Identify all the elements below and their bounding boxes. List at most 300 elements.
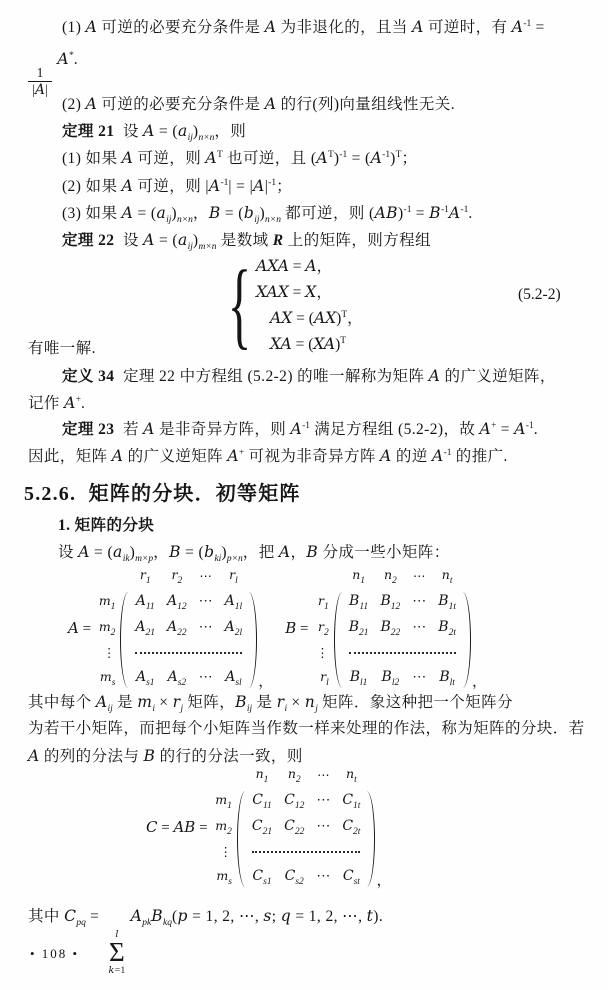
left-paren (334, 592, 343, 688)
text-run: 1 (263, 775, 269, 785)
text-run: B (438, 593, 449, 609)
sum-lower-limit (109, 966, 126, 976)
text-run: r (317, 619, 324, 634)
matrix-cell (278, 764, 310, 788)
matrix-cell (219, 665, 249, 691)
matrix-cell (343, 665, 375, 691)
text-run: 11 (359, 602, 369, 612)
text-run: = ( (347, 150, 371, 167)
text-run: ，把 (242, 544, 279, 561)
matrix-c-display (146, 764, 391, 890)
matrix-cell (366, 764, 375, 788)
text-run: ) (192, 123, 199, 140)
matrix-cell (375, 589, 407, 615)
text-run: B (143, 747, 156, 765)
matrix-cell (129, 589, 161, 615)
matrix-cell (248, 589, 257, 691)
text-run: n (441, 567, 450, 582)
text-run: A (111, 447, 124, 465)
matrix-cell (237, 764, 246, 788)
text-run: 定理 21 (62, 123, 115, 140)
text-run: t (354, 775, 357, 785)
text-run: B (439, 669, 450, 685)
text-run: m (98, 593, 111, 608)
text-run: * (68, 51, 74, 61)
text-run: -1 (525, 421, 534, 431)
matrix-cell: ⋯ (412, 594, 427, 609)
text-run: A (130, 907, 143, 925)
text-run: 2t (353, 827, 361, 837)
text-run: -1 (302, 421, 310, 431)
paragraph-line (62, 147, 417, 172)
text-run: n×n (176, 215, 193, 225)
text-run: = (296, 620, 313, 637)
matrix-cell (432, 589, 462, 615)
text-run: ij (246, 704, 253, 714)
text-run: 1t (448, 602, 456, 612)
text-run: A (167, 593, 178, 609)
text-run: ； (401, 150, 418, 167)
text-run: ij (187, 242, 193, 252)
text-run: T (216, 150, 223, 160)
text-run: A (264, 18, 277, 36)
text-run: 也可逆，且 ( (222, 150, 317, 167)
text-run: = ( (292, 310, 314, 327)
paragraph-line (62, 93, 455, 116)
text-run: XA (270, 335, 292, 353)
matrix-cell: ⋯ (198, 670, 213, 685)
matrix-cell: ⋯ (412, 670, 427, 685)
text-run: 21 (359, 628, 369, 638)
matrix-suffix: ， (376, 873, 392, 889)
text-run: (2) (62, 96, 86, 113)
matrix-cell (215, 788, 237, 814)
text-run: j (315, 704, 318, 714)
matrix-cell (129, 641, 248, 665)
text-run: ) (221, 544, 227, 561)
text-run: 矩阵， (183, 694, 236, 711)
text-run: 其中每个 (28, 694, 96, 711)
matrix-cell: ⋯ (316, 793, 331, 808)
text-run: C (342, 818, 354, 834)
matrix-cell (432, 615, 462, 641)
paragraph-line (28, 718, 585, 740)
matrix-cell (120, 589, 129, 691)
matrix-cell (336, 788, 366, 814)
text-run: C (251, 818, 263, 834)
text-run: 设 (114, 232, 144, 249)
text-run: i (152, 704, 155, 714)
text-run: ， (316, 258, 333, 275)
text-run: ij (187, 133, 193, 143)
text-run: n×n (265, 215, 281, 225)
text-run: × (287, 694, 305, 711)
text-run: s (111, 678, 116, 688)
text-run: s1 (146, 678, 155, 688)
text-run: = (496, 421, 515, 438)
text-run: | (264, 178, 269, 195)
text-run: | (45, 82, 49, 98)
matrix-cell (246, 814, 278, 840)
text-run: A (121, 177, 134, 195)
text-run: n (255, 766, 264, 781)
paragraph-line (62, 202, 473, 227)
text-run: A (28, 747, 40, 765)
text-run: m (215, 792, 228, 807)
text-run: ) (390, 150, 396, 167)
matrix-cell (99, 615, 121, 641)
text-run: s (228, 877, 232, 887)
matrix-cell (246, 864, 278, 890)
text-run: ， (290, 544, 307, 561)
text-run: C (342, 792, 354, 808)
matrix-cell (406, 565, 432, 589)
matrix-cell (462, 589, 471, 691)
text-run: m (216, 868, 229, 883)
text-run: = (411, 205, 430, 222)
text-run: 12 (390, 602, 401, 612)
text-run: . (468, 205, 473, 222)
text-run: 可视为非奇异方阵 (244, 448, 381, 465)
text-run: -1 (440, 205, 449, 215)
matrix-cell (219, 589, 249, 615)
matrix-cell (343, 565, 375, 589)
text-run: T (341, 310, 348, 320)
text-run: 满足方程组 (5.2-2)，故 (310, 421, 480, 438)
text-run: A (225, 669, 236, 685)
matrix-pair-display (68, 565, 487, 691)
text-run: ) (192, 232, 199, 249)
text-run: lt (449, 678, 455, 688)
text-run: ⋯ (413, 569, 426, 583)
text-run: A (167, 669, 178, 685)
text-run: B (169, 543, 181, 561)
matrix-cell (278, 864, 310, 890)
text-run: B (349, 669, 361, 685)
equation-line (256, 253, 363, 279)
text-run: m×p (135, 554, 154, 564)
text-run: ) (171, 205, 177, 222)
text-run: = ( (154, 232, 178, 249)
matrix-row (99, 589, 257, 615)
text-run: A (290, 420, 303, 438)
text-run: 的逆 (391, 448, 432, 465)
text-run: -1 (523, 19, 532, 29)
left-paren (120, 592, 129, 688)
matrix-cell (161, 589, 193, 615)
matrix-cell (248, 565, 257, 589)
summation (109, 930, 126, 977)
text-run: -1 (339, 150, 348, 160)
text-run: ⋮ (316, 646, 329, 660)
text-run: s1 (263, 877, 272, 887)
text-run: m×n (198, 242, 217, 252)
sum-formula (28, 893, 383, 977)
matrix-cell (161, 615, 193, 641)
matrix-cell: ⋯ (316, 869, 331, 884)
text-run: 是数域 (216, 232, 273, 249)
text-run: A (35, 82, 46, 99)
text-run: 2 (392, 576, 397, 586)
text-run: (3) 如果 (62, 205, 122, 222)
text-run: t (366, 907, 374, 925)
text-run: A (205, 149, 217, 167)
text-run: A (143, 420, 155, 438)
text-run: = 1, 2, ⋯, (291, 908, 367, 925)
paragraph-line (28, 445, 508, 470)
text-run: A (167, 619, 178, 635)
matrix-cell (316, 615, 334, 641)
text-run: (2) 如果 (62, 178, 122, 195)
matrix-cell (215, 840, 237, 864)
text-run: 21 (145, 628, 156, 638)
text-run: r (276, 693, 285, 711)
matrix-cell: ⋯ (198, 594, 213, 609)
text-run: AX (270, 309, 293, 327)
text-run: A (428, 367, 441, 385)
text-run: A (78, 543, 90, 561)
matrix-cell (246, 764, 278, 788)
text-run: 为若干小矩阵，而把每个小矩阵当作数一样来处理的作法，称为矩阵的分块．若 (28, 720, 585, 737)
text-run: ， (347, 310, 363, 327)
text-run: B (306, 543, 319, 561)
matrix-col-labels (215, 764, 375, 788)
text-run: 的广义逆矩阵 (123, 448, 228, 465)
text-run: 1 (323, 602, 329, 612)
text-run: ) (336, 310, 342, 327)
text-run: 是非奇异方阵，则 (154, 421, 291, 438)
text-run: B (381, 669, 392, 685)
text-run: r (172, 693, 181, 711)
matrix-cell (278, 814, 310, 840)
matrix-cell (129, 665, 161, 691)
matrix-cell (237, 788, 246, 890)
text-run: B (235, 693, 247, 711)
text-run: 有唯一解. (28, 340, 96, 357)
matrix-cell (336, 814, 366, 840)
equation-number: (5.2-2) (518, 286, 561, 303)
text-run: | = | (228, 178, 254, 195)
text-run: . (81, 395, 86, 412)
text-run: 可逆的必要充分条件是 (97, 19, 265, 36)
text-run: A (224, 593, 235, 609)
text-run: C (284, 818, 295, 834)
text-run: 定理 22 中方程组 (5.2-2) 的唯一解称为矩阵 (114, 368, 429, 385)
text-run: = ( (291, 336, 314, 353)
matrix-row (215, 788, 375, 814)
subsection-title (58, 515, 154, 537)
section-heading: 5.2.6. 矩阵的分块．初等矩阵 (24, 483, 301, 505)
matrix-cell (432, 665, 462, 691)
text-run: A (135, 619, 146, 635)
paragraph-line (28, 338, 96, 360)
text-run: = 1, 2, ⋯, (187, 908, 264, 925)
text-run: 22 (390, 628, 401, 638)
text-run: XA (313, 335, 336, 353)
text-run: n (287, 766, 296, 781)
matrix-cell (99, 589, 121, 615)
text-run: AB (173, 817, 196, 836)
text-run: B (349, 593, 360, 609)
text-run: = ( (89, 544, 114, 561)
text-run: 2t (448, 628, 456, 638)
equation-line (256, 279, 363, 305)
matrix-cell: ⋯ (412, 620, 427, 635)
text-run: . (533, 421, 538, 438)
text-run: pq (76, 918, 86, 928)
text-run: = (288, 284, 306, 301)
text-run: A (278, 543, 291, 561)
text-run: -1 (443, 448, 452, 458)
text-run: A (316, 149, 328, 167)
page-number: • 108 • (30, 946, 80, 961)
text-run: 可逆，则 | (133, 178, 209, 195)
text-run: 2l (234, 628, 243, 638)
text-run: T (340, 336, 347, 346)
matrix-cell (215, 814, 237, 840)
text-run: a (177, 122, 188, 140)
text-run: A (64, 394, 76, 412)
text-run: = (85, 908, 104, 925)
text-run: -1 (268, 178, 277, 188)
text-run: = (531, 19, 545, 36)
text-run: ⋮ (219, 845, 232, 859)
matrix-col-labels (316, 565, 471, 589)
text-run: A (95, 693, 108, 711)
paragraph-line (28, 392, 85, 417)
text-run: C (284, 868, 296, 884)
text-run: A (135, 593, 146, 609)
matrix-cell (161, 665, 193, 691)
block-matrix (99, 565, 257, 691)
matrix-cell (99, 665, 121, 691)
fraction-numerator (33, 65, 48, 81)
text-run: B (380, 593, 391, 609)
matrix-c (146, 764, 391, 890)
text-run: A (370, 149, 383, 167)
text-run: ， (316, 284, 332, 301)
left-paren (237, 791, 246, 887)
matrix-cell (334, 589, 343, 691)
matrix-prefix (68, 619, 95, 638)
matrix-cell (366, 788, 375, 890)
text-run: + (75, 395, 82, 405)
text-run: -1 (460, 205, 469, 215)
text-run: k (108, 965, 115, 977)
text-run: 的列的分法与 (39, 748, 144, 765)
matrix-col-labels (99, 565, 257, 589)
text-run: 的行(列)向量组线性无关. (276, 96, 455, 113)
text-run: 因此，矩阵 (28, 448, 112, 465)
matrix-cell (316, 565, 334, 589)
text-run: AX (313, 309, 337, 327)
matrix-cell (215, 864, 237, 890)
text-run: ⋯ (199, 569, 212, 583)
matrix-a (68, 565, 273, 691)
text-run: 1. 矩阵的分块 (58, 517, 155, 534)
matrix-cell (310, 764, 336, 788)
text-run: -1 (403, 205, 412, 215)
text-run: 可逆时，有 (423, 19, 512, 36)
text-run: s (263, 907, 272, 925)
text-run: 为非退化的，且当 (276, 19, 413, 36)
text-run: = (78, 620, 95, 637)
matrix-cell (343, 589, 375, 615)
text-run: s2 (295, 877, 304, 887)
text-run: 上的矩阵，则方程组 (283, 232, 431, 249)
text-run: l1 (360, 678, 368, 688)
text-run: ki (214, 554, 222, 564)
matrix-cell: ⋯ (198, 620, 213, 635)
text-run: A (68, 618, 79, 637)
equation-system (216, 253, 363, 357)
text-run: A (479, 420, 492, 438)
text-run: 1 (36, 65, 44, 80)
right-paren (248, 592, 257, 688)
text-run: C (252, 868, 264, 884)
text-run: ( (171, 908, 178, 925)
matrix-cell (99, 565, 121, 589)
text-run: b (243, 204, 255, 222)
matrix-cell (246, 788, 278, 814)
matrix-cell (316, 665, 334, 691)
matrix-suffix: ， (258, 674, 274, 690)
text-run: -1 (220, 178, 229, 188)
right-paren (366, 791, 375, 887)
text-run: n (383, 567, 393, 582)
text-run: 1l (234, 602, 243, 612)
text-run: pk (142, 918, 152, 928)
text-run: A (143, 122, 155, 140)
text-run: 的行的分法一致，则 (155, 748, 303, 765)
text-run: B (285, 618, 297, 637)
matrix-cell (462, 565, 471, 589)
text-run: j (180, 704, 184, 714)
text-run: = ( (154, 123, 178, 140)
text-run: kq (163, 918, 172, 928)
text-run: 2 (177, 576, 183, 586)
text-run: 分成一些小矩阵： (318, 544, 450, 561)
text-run: 矩阵．象这种把一个矩阵分 (317, 694, 513, 711)
fraction (28, 65, 52, 98)
text-run: 都可逆，则 ( (280, 205, 375, 222)
text-run: T (395, 150, 402, 160)
matrix-b (285, 565, 487, 691)
dotted-divider (349, 652, 456, 654)
text-run: 设 (58, 544, 79, 561)
text-run: l (326, 678, 329, 688)
text-run: 其中 (28, 908, 65, 925)
text-run: ) (259, 205, 266, 222)
paragraph-line (28, 48, 78, 98)
text-run: B (429, 204, 441, 222)
matrix-cell (334, 565, 343, 589)
text-run: A (432, 447, 444, 465)
text-run: A (264, 95, 277, 113)
text-run: 的推广. (451, 448, 508, 465)
text-run: r (171, 567, 178, 582)
sigma-symbol: Σ (109, 937, 126, 968)
text-run: C (64, 907, 77, 925)
text-run: n (346, 766, 355, 781)
text-run: = ( (133, 205, 157, 222)
text-run: A (57, 50, 69, 68)
text-run: ⋮ (102, 646, 116, 660)
text-run: ij (107, 704, 113, 714)
text-run: A (135, 669, 147, 685)
text-run: A (143, 231, 155, 249)
text-run: 11 (145, 602, 155, 612)
